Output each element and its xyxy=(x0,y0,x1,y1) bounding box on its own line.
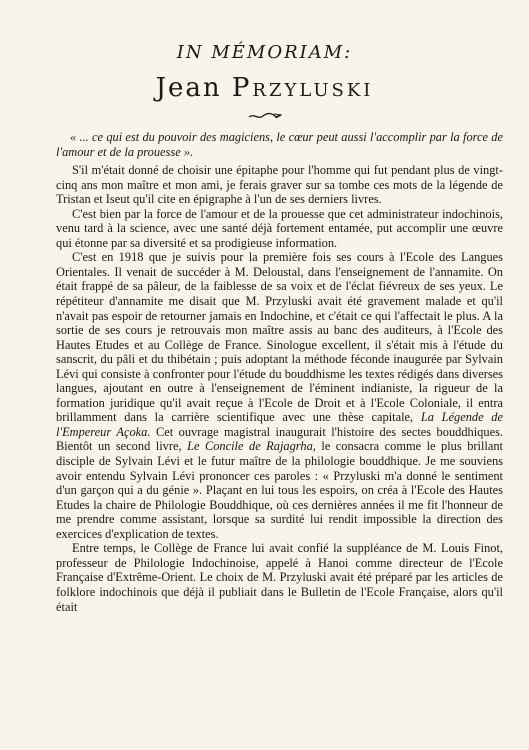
memorial-name xyxy=(0,73,529,103)
memorial-heading: IN MÉMORIAM: xyxy=(176,42,353,63)
paragraph-2: C'est bien par la force de l'amour et de la prouesse que cet administrateur indochinois, venu tard à la science, avec une santé déjà fortement entamée, put accomplir une œuvre qui étonne par sa diversité et sa prodigieuse information. xyxy=(56,206,503,250)
paragraph-3 xyxy=(56,250,503,541)
epigraph: « ... ce qui est du pouvoir des magiciens, le cœur peut aussi l'accomplir par la force de l'amour et de la prouesse ». xyxy=(56,130,503,159)
paragraph-3-part-a: C'est en 1918 que je suivis pour la première fois ses cours à l'Ecole des Langues Orientales. Il venait de succéder à M. Deloustal, dans l'enseignement de l'annamite. On était frappé de sa pâleur, de la faiblesse de sa voix et de l'éclat fiévreux de ses yeux. Le répétiteur d'annamite me disait que M. Przyluski avait été gravement malade et qu'il n'avait pas espoir de retourner jamais en Indochine, et c'était ce qui l'affectait le plus. A la sortie de ses cours je retrouvais mon maître assis au banc des auditeurs, à l'Ecole des Hautes Etudes et au Collège de France. Sinologue excellent, il s'était mis à l'étude du sanscrit, du pâli et du thibétain ; puis adoptant la méthode féconde inaugurée par Sylvain Lévi qui consiste à confronter pour l'étude du bouddhisme les textes rédigés dans diverses langues, ajoutant en outre à l'enseignement de l'éminent indianiste, la rigueur de la formation juridique qu'il avait reçue à l'Ecole de Droit et à l'Ecole Coloniale, il entra brillamment dans la carrière scientifique avec une thèse capitale, xyxy=(56,250,503,425)
article-body xyxy=(56,130,503,614)
flourish-ornament-icon xyxy=(248,112,282,120)
paragraph-1: S'il m'était donné de choisir une épitaphe pour l'homme qui fut pendant plus de vingt-cinq ans mon maître et mon ami, je ferais graver sur sa tombe ces mots de la légende de Tristan et Iseut qu'il cite en épigraphe à l'un de ses derniers livres. xyxy=(56,163,503,207)
last-name: Przyluski xyxy=(231,73,374,103)
paragraph-4: Entre temps, le Collège de France lui avait confié la suppléance de M. Louis Finot, professeur de Philologie Indochinoise, appelé à Hanoi comme directeur de l'Ecole Française d'Extrême-Orient. Le choix de M. Przyluski avait été préparé par les articles de folklore indochinois que déjà il publiait dans le Bulletin de l'Ecole Française, alors qu'il était xyxy=(56,541,503,614)
first-name: Jean xyxy=(155,73,222,103)
paragraph-3-part-b: Cet ouvrage magistral inaugurait l'histoire des sectes bouddhiques. Bientôt un second livre, xyxy=(56,424,503,454)
work-title-concile: Le Concile de Rajagrha, xyxy=(187,439,316,454)
work-title-acoka: La Légende de l'Empereur Açoka. xyxy=(56,410,503,439)
paragraph-3-part-c: le consacra comme le plus brillant disciple de Sylvain Lévi et le futur maître de la philologie bouddhique. Je me souviens avoir entendu Sylvain Lévi prononcer ces paroles : « Przyluski m'a donné le sentiment d'un garçon qui a du génie ». Plaçant en lui tous les espoirs, on créa à l'Ecole des Hautes Etudes la chaire de Philologie Bouddhique, où ces dernières années il me fit l'honneur de me prendre comme assistant, lorsque sa surdité lui rendit impossible la direction des exercices d'explication de textes. xyxy=(56,439,503,541)
